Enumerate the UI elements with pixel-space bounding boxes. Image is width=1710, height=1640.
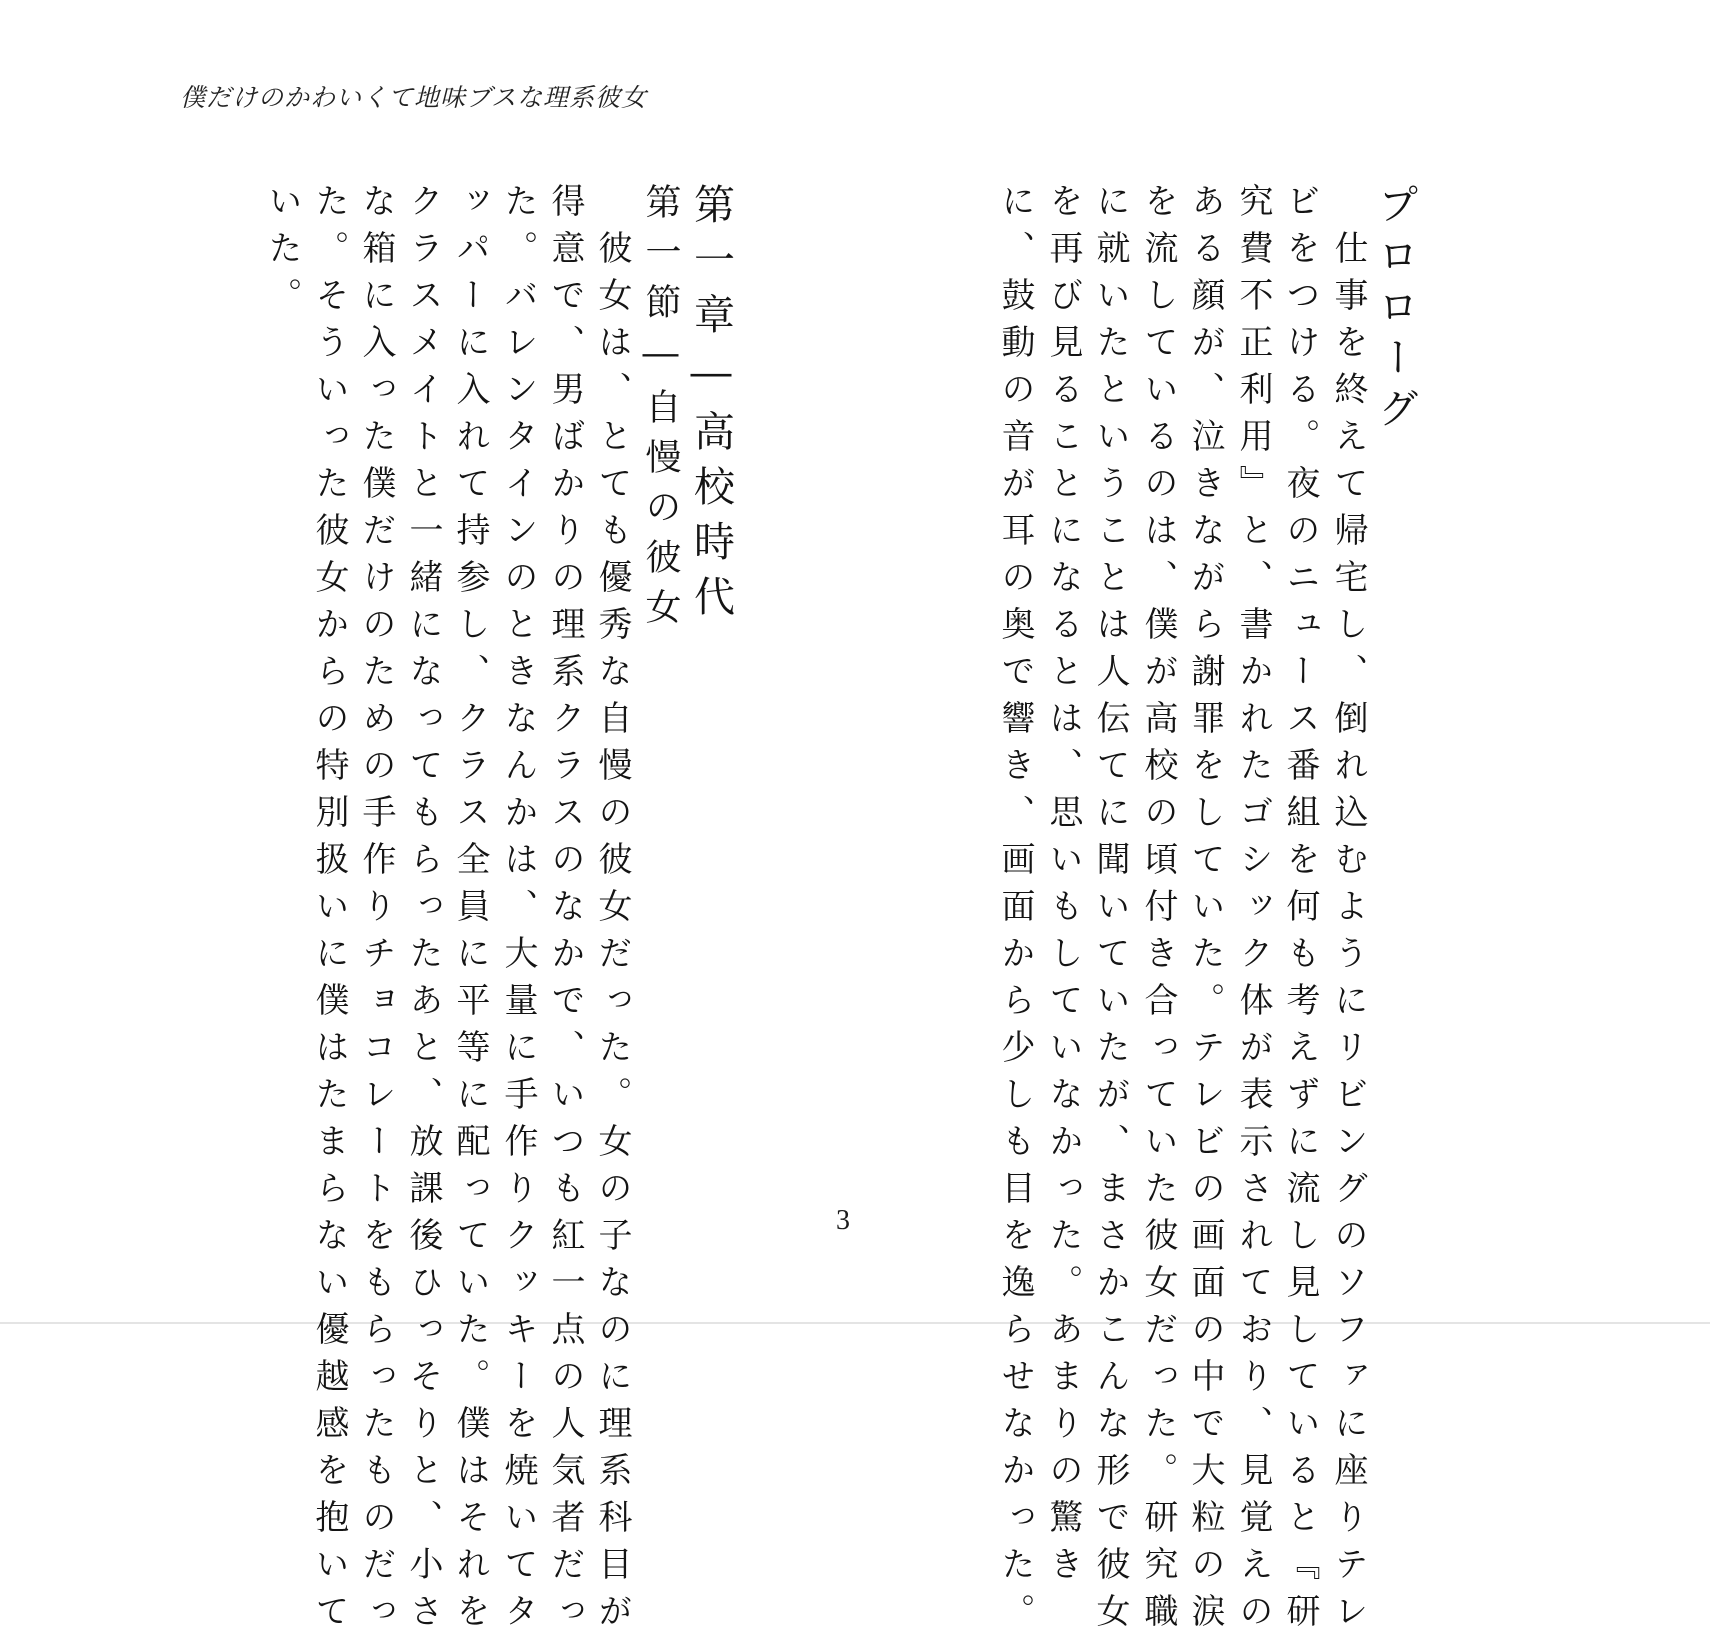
body-line: を再び見ることになるとは、思いもしていなかった。あまりの驚き — [1043, 183, 1083, 1593]
running-header: 僕だけのかわいくて地味ブスな理系彼女 — [180, 83, 648, 112]
body-line: 究費不正利用』と、書かれたゴシック体が表示されており、見覚えの — [1233, 183, 1273, 1640]
body-line: な箱に入った僕だけのための手作りチョコレートをもらったものだっ — [356, 183, 396, 1640]
body-line: を流しているのは、僕が高校の頃付き合っていた彼女だった。研究職 — [1138, 183, 1178, 1640]
body-line: ッパーに入れて持参し、クラス全員に平等に配っていた。僕はそれを — [450, 183, 490, 1640]
body-line: 仕事を終えて帰宅し、倒れ込むようにリビングのソファに座りテレ — [1328, 183, 1368, 1640]
body-line: ある顔が、泣きながら謝罪をしていた。テレビの画面の中で大粒の涙 — [1185, 183, 1225, 1640]
chapter-heading: 第一章―高校時代 — [687, 183, 735, 630]
body-line: た。そういった彼女からの特別扱いに僕はたまらない優越感を抱いて — [309, 183, 349, 1640]
body-line: クラスメイトと一緒になってもらったあと、放課後ひっそりと、小さ — [403, 183, 443, 1640]
body-line: 彼女は、とても優秀な自慢の彼女だった。女の子なのに理系科目が — [592, 183, 632, 1640]
body-line: に、鼓動の音が耳の奥で響き、画面から少しも目を逸らせなかった。 — [995, 183, 1035, 1640]
prologue-title: プロローグ — [1371, 183, 1419, 438]
body-line: 得意で、男ばかりの理系クラスのなかで、いつも紅一点の人気者だっ — [545, 183, 585, 1640]
body-line: ビをつける。夜のニュース番組を何も考えずに流し見していると『研 — [1280, 183, 1320, 1640]
body-line: に就いたということは人伝てに聞いていたが、まさかこんな形で彼女 — [1090, 183, 1130, 1640]
section-heading: 第一節―自慢の彼女 — [640, 183, 681, 638]
body-line: た。バレンタインのときなんかは、大量に手作りクッキーを焼いてタ — [498, 183, 538, 1640]
body-line: いた。 — [262, 183, 302, 324]
page-number: 3 — [836, 1205, 850, 1236]
